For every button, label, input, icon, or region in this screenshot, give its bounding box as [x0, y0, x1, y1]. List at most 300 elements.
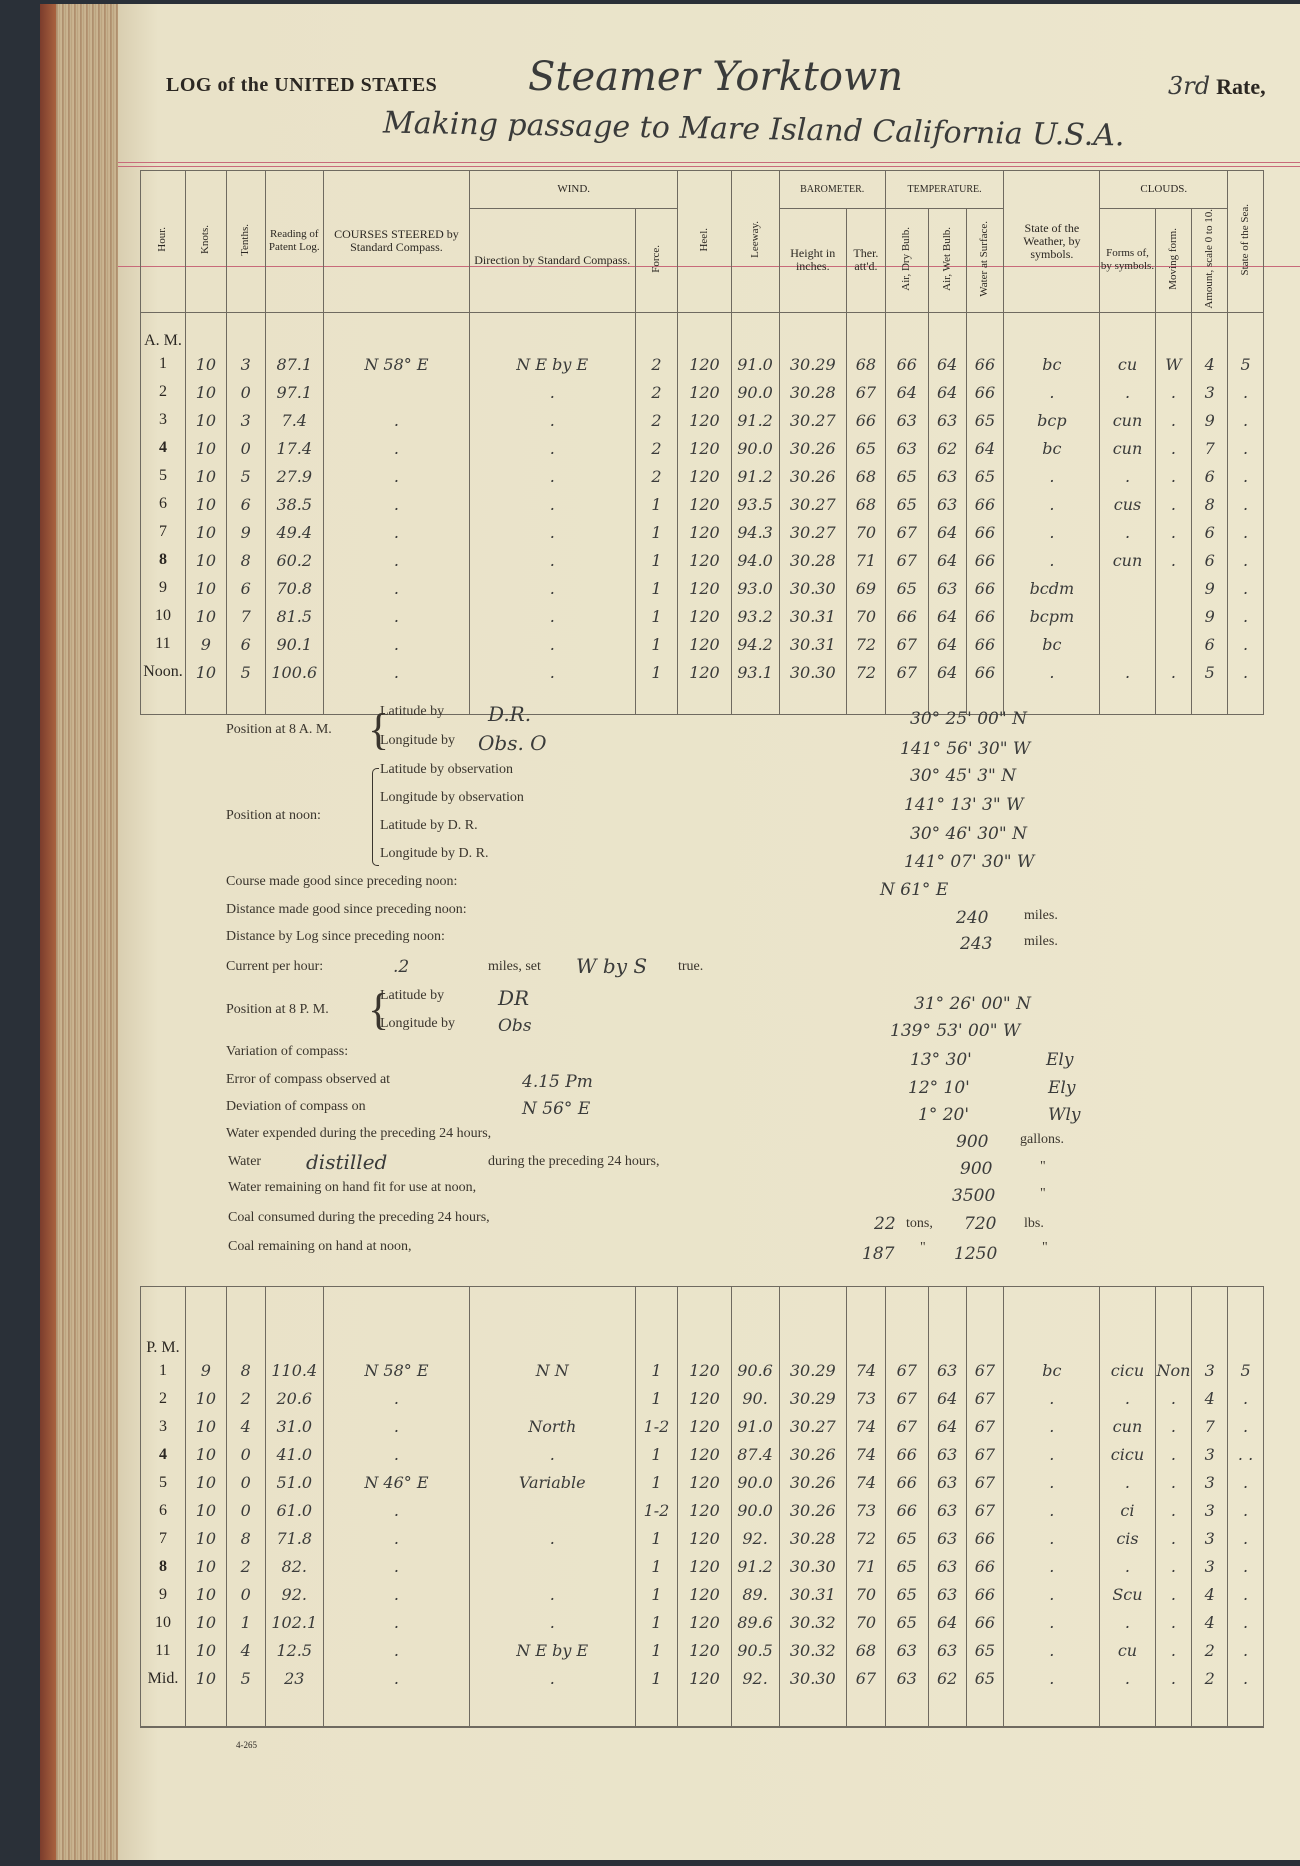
col-heel: Heel.	[678, 171, 731, 313]
cloud-forms-cell: cun	[1100, 1413, 1155, 1441]
air-dry-cell: 67	[885, 658, 928, 686]
sea-state-cell: .	[1228, 658, 1264, 686]
baro-height-cell: 30.27	[779, 406, 846, 434]
wind-force-cell: 1	[635, 630, 678, 658]
baro-ther-cell: 74	[847, 1413, 886, 1441]
hour-cell: 7	[141, 1525, 186, 1553]
cloud-forms-cell: cun	[1100, 434, 1155, 462]
heel-cell: 120	[678, 1581, 731, 1609]
tenths-cell: 3	[226, 406, 265, 434]
air-wet-cell: 63	[928, 406, 966, 434]
heel-cell: 120	[678, 1357, 731, 1385]
cloud-forms-cell: cu	[1100, 1637, 1155, 1665]
pos-8pm-lat-value: 31° 26' 00" N	[914, 994, 1031, 1014]
wind-direction-cell: .	[469, 518, 635, 546]
brace-8am: {	[368, 705, 390, 754]
air-wet-cell: 62	[928, 434, 966, 462]
heel-cell: 120	[678, 1665, 731, 1693]
cloud-forms-cell: .	[1100, 1469, 1155, 1497]
tenths-cell: 5	[226, 462, 265, 490]
baro-height-cell: 30.31	[779, 602, 846, 630]
knots-cell: 10	[185, 1553, 226, 1581]
cloud-amount-cell: 5	[1192, 658, 1228, 686]
baro-ther-cell: 74	[847, 1441, 886, 1469]
air-wet-cell: 64	[928, 546, 966, 574]
pm-log-row	[141, 1357, 1264, 1385]
leeway-cell: 91.2	[731, 462, 779, 490]
weather-cell: bc	[1004, 434, 1100, 462]
patent-log-cell: 82.	[265, 1553, 323, 1581]
cloud-amount-cell: 9	[1192, 602, 1228, 630]
course-cell: N 58° E	[323, 350, 469, 378]
col-wind: WIND.	[469, 171, 677, 209]
ditto-mark-4: "	[1042, 1240, 1048, 1255]
leeway-cell: 94.0	[731, 546, 779, 574]
sea-state-cell: 5	[1228, 1357, 1264, 1385]
col-knots: Knots.	[185, 171, 226, 313]
baro-height-cell: 30.28	[779, 378, 846, 406]
ship-rate	[1168, 72, 1266, 101]
patent-log-cell: 17.4	[265, 434, 323, 462]
wind-direction-cell	[469, 1553, 635, 1581]
sea-state-cell: .	[1228, 378, 1264, 406]
air-dry-cell: 65	[885, 1553, 928, 1581]
col-hour: Hour.	[141, 171, 186, 313]
variation-value: 13° 30'	[910, 1050, 972, 1070]
tenths-cell: 6	[226, 574, 265, 602]
tenths-cell: 6	[226, 630, 265, 658]
wind-force-cell: 1	[635, 1469, 678, 1497]
sea-state-cell: .	[1228, 434, 1264, 462]
pm-log-row	[141, 1441, 1264, 1469]
baro-height-cell: 30.30	[779, 1665, 846, 1693]
baro-height-cell: 30.26	[779, 1441, 846, 1469]
baro-ther-cell: 74	[847, 1469, 886, 1497]
air-wet-cell: 63	[928, 1441, 966, 1469]
heel-cell: 120	[678, 1637, 731, 1665]
wind-direction-cell: .	[469, 1525, 635, 1553]
sea-state-cell: .	[1228, 630, 1264, 658]
coal-remaining-lbs: 1250	[954, 1244, 998, 1264]
baro-ther-cell: 73	[847, 1385, 886, 1413]
am-log-row	[141, 434, 1264, 462]
wind-direction-cell: .	[469, 1581, 635, 1609]
baro-ther-cell: 69	[846, 574, 885, 602]
am-log-row	[141, 602, 1264, 630]
pos-8pm-lon-value: 139° 53' 00" W	[890, 1021, 1021, 1041]
am-log-row	[141, 490, 1264, 518]
water-surface-cell: 67	[966, 1385, 1004, 1413]
wind-direction-cell	[469, 1385, 635, 1413]
baro-ther-cell: 67	[847, 1665, 886, 1693]
air-dry-cell: 67	[885, 546, 928, 574]
patent-log-cell: 61.0	[265, 1497, 323, 1525]
hour-cell: 4	[141, 1441, 186, 1469]
log-page	[118, 4, 1300, 1860]
am-log-row	[141, 630, 1264, 658]
weather-cell: .	[1004, 1581, 1100, 1609]
wind-direction-cell: .	[469, 490, 635, 518]
cloud-amount-cell: 6	[1192, 518, 1228, 546]
knots-cell: 10	[185, 406, 226, 434]
cloud-forms-cell: .	[1100, 1609, 1155, 1637]
pos-noon-lat-obs-label: Latitude by observation	[380, 762, 513, 777]
air-wet-cell: 64	[928, 1385, 966, 1413]
air-dry-cell: 67	[885, 1413, 928, 1441]
pm-log-row	[141, 1413, 1264, 1441]
water-expended-value: 900	[956, 1132, 989, 1152]
col-weather: State of the Weather, by symbols.	[1004, 171, 1100, 313]
heel-cell: 120	[678, 658, 731, 686]
hour-cell: 1	[141, 350, 186, 378]
water-surface-cell: 66	[966, 630, 1004, 658]
cloud-forms-cell: cicu	[1100, 1441, 1155, 1469]
hour-cell: Noon.	[141, 658, 186, 686]
air-wet-cell: 63	[928, 1525, 966, 1553]
tenths-cell: 0	[226, 1441, 265, 1469]
pm-log-row	[141, 1609, 1264, 1637]
sea-state-cell: .	[1228, 1581, 1264, 1609]
cloud-forms-cell	[1100, 630, 1155, 658]
current-set-label: miles, set	[488, 959, 541, 974]
air-wet-cell: 63	[928, 574, 966, 602]
heel-cell: 120	[678, 602, 731, 630]
leeway-cell: 93.2	[731, 602, 779, 630]
wind-direction-cell: .	[469, 406, 635, 434]
am-log-row	[141, 378, 1264, 406]
course-cell: .	[323, 1441, 469, 1469]
air-wet-cell: 64	[928, 1413, 966, 1441]
pm-log-row	[141, 1497, 1264, 1525]
water-surface-cell: 67	[966, 1413, 1004, 1441]
ditto-mark-1: "	[1040, 1159, 1046, 1174]
col-courses: COURSES STEERED by Standard Compass.	[323, 171, 469, 313]
am-rows	[141, 350, 1264, 686]
air-wet-cell: 63	[928, 1357, 966, 1385]
sea-state-cell: .	[1228, 1609, 1264, 1637]
wind-direction-cell: .	[469, 574, 635, 602]
tenths-cell: 8	[226, 1357, 265, 1385]
patent-log-cell: 41.0	[265, 1441, 323, 1469]
hour-cell: 2	[141, 1385, 186, 1413]
pos-8am-lat-label: Latitude by	[380, 704, 445, 719]
leeway-cell: 93.0	[731, 574, 779, 602]
leeway-cell: 91.0	[731, 1413, 779, 1441]
pm-log-row	[141, 1637, 1264, 1665]
am-log-row	[141, 574, 1264, 602]
rate-value: 3rd	[1168, 72, 1211, 100]
am-log-row	[141, 406, 1264, 434]
air-wet-cell: 63	[928, 1581, 966, 1609]
cloud-forms-cell: cun	[1100, 546, 1155, 574]
knots-cell: 10	[185, 434, 226, 462]
air-wet-cell: 62	[928, 1665, 966, 1693]
water-surface-cell: 66	[966, 518, 1004, 546]
cloud-moving-cell: .	[1155, 546, 1192, 574]
pos-8am-lat-value: 30° 25' 00" N	[910, 709, 1027, 729]
air-wet-cell: 63	[928, 462, 966, 490]
tenths-cell: 5	[226, 1665, 265, 1693]
heel-cell: 120	[678, 518, 731, 546]
hour-cell: 5	[141, 1469, 186, 1497]
col-baro-height: Height in inches.	[779, 209, 846, 313]
wind-force-cell: 1-2	[635, 1497, 678, 1525]
cloud-moving-cell: .	[1155, 1665, 1192, 1693]
knots-cell: 9	[185, 1357, 226, 1385]
weather-cell: .	[1004, 1441, 1100, 1469]
pos-noon-lat-dr-value: 30° 46' 30" N	[910, 824, 1027, 844]
heel-cell: 120	[678, 546, 731, 574]
tenths-cell: 9	[226, 518, 265, 546]
course-cell: .	[323, 406, 469, 434]
course-made-label: Course made good since preceding noon:	[226, 874, 458, 889]
form-number: 4-265	[236, 1740, 257, 1750]
pos-noon-lon-obs-value: 141° 13' 3" W	[904, 795, 1024, 815]
air-dry-cell: 64	[885, 378, 928, 406]
am-log-row	[141, 546, 1264, 574]
hour-cell: 3	[141, 1413, 186, 1441]
patent-log-cell: 12.5	[265, 1637, 323, 1665]
weather-cell: .	[1004, 462, 1100, 490]
cloud-forms-cell: .	[1100, 658, 1155, 686]
pm-log-row	[141, 1581, 1264, 1609]
deviation-course: N 56° E	[522, 1099, 591, 1119]
am-log-row	[141, 518, 1264, 546]
cloud-forms-cell: cis	[1100, 1525, 1155, 1553]
baro-ther-cell: 68	[846, 462, 885, 490]
leeway-cell: 90.0	[731, 1469, 779, 1497]
am-log-table	[140, 170, 1264, 715]
cloud-moving-cell: .	[1155, 1525, 1192, 1553]
coal-consumed-label: Coal consumed during the preceding 24 hours,	[228, 1210, 490, 1225]
weather-cell: .	[1004, 546, 1100, 574]
course-cell: .	[323, 1525, 469, 1553]
hour-cell: 2	[141, 378, 186, 406]
distance-log-label: Distance by Log since preceding noon:	[226, 929, 445, 944]
heel-cell: 120	[678, 1441, 731, 1469]
sea-state-cell: .	[1228, 406, 1264, 434]
air-dry-cell: 63	[885, 1637, 928, 1665]
cloud-amount-cell: 2	[1192, 1665, 1228, 1693]
cloud-amount-cell: 6	[1192, 546, 1228, 574]
cloud-moving-cell: W	[1155, 350, 1192, 378]
heel-cell: 120	[678, 490, 731, 518]
col-clouds: CLOUDS.	[1100, 171, 1228, 209]
current-true-label: true.	[678, 959, 704, 974]
air-dry-cell: 65	[885, 462, 928, 490]
water-surface-cell: 66	[966, 658, 1004, 686]
heel-cell: 120	[678, 1553, 731, 1581]
pm-log-row	[141, 1525, 1264, 1553]
hour-cell: 1	[141, 1357, 186, 1385]
water-surface-cell: 66	[966, 1581, 1004, 1609]
water-surface-cell: 66	[966, 1553, 1004, 1581]
air-dry-cell: 65	[885, 1609, 928, 1637]
wind-direction-cell: .	[469, 1609, 635, 1637]
wind-force-cell: 1	[635, 574, 678, 602]
baro-height-cell: 30.28	[779, 1525, 846, 1553]
cloud-amount-cell: 4	[1192, 1385, 1228, 1413]
wind-force-cell: 1	[635, 1357, 678, 1385]
air-dry-cell: 63	[885, 1665, 928, 1693]
weather-cell: .	[1004, 1413, 1100, 1441]
heel-cell: 120	[678, 350, 731, 378]
col-cloud-forms: Forms of, by symbols.	[1100, 209, 1155, 313]
weather-cell: bc	[1004, 1357, 1100, 1385]
wind-direction-cell: .	[469, 434, 635, 462]
wind-force-cell: 2	[635, 378, 678, 406]
air-dry-cell: 67	[885, 518, 928, 546]
tenths-cell: 8	[226, 1525, 265, 1553]
tenths-cell: 0	[226, 1581, 265, 1609]
cloud-amount-cell: 6	[1192, 630, 1228, 658]
wind-force-cell: 1	[635, 1525, 678, 1553]
heel-cell: 120	[678, 1385, 731, 1413]
wind-force-cell: 1	[635, 518, 678, 546]
baro-ther-cell: 65	[846, 434, 885, 462]
tenths-cell: 0	[226, 1469, 265, 1497]
patent-log-cell: 110.4	[265, 1357, 323, 1385]
heel-cell: 120	[678, 434, 731, 462]
cloud-moving-cell: .	[1155, 658, 1192, 686]
water-surface-cell: 67	[966, 1441, 1004, 1469]
water-surface-cell: 64	[966, 434, 1004, 462]
sea-state-cell: .	[1228, 546, 1264, 574]
pos-8am-lat-method: D.R.	[488, 702, 532, 726]
deviation-value: 1° 20'	[918, 1105, 970, 1125]
tenths-cell: 4	[226, 1637, 265, 1665]
hour-cell: 3	[141, 406, 186, 434]
water-surface-cell: 66	[966, 490, 1004, 518]
course-cell: .	[323, 658, 469, 686]
air-dry-cell: 66	[885, 350, 928, 378]
pos-noon-label: Position at noon:	[226, 808, 321, 823]
cloud-amount-cell: 4	[1192, 1581, 1228, 1609]
wind-force-cell: 2	[635, 350, 678, 378]
patent-log-cell: 100.6	[265, 658, 323, 686]
wind-force-cell: 1	[635, 602, 678, 630]
baro-height-cell: 30.26	[779, 1497, 846, 1525]
weather-cell: .	[1004, 1497, 1100, 1525]
ditto-mark-3: "	[920, 1240, 926, 1255]
cloud-amount-cell: 3	[1192, 1525, 1228, 1553]
variation-direction: Ely	[1046, 1050, 1074, 1070]
log-title: LOG of the UNITED STATES	[166, 74, 438, 96]
sea-state-cell: .	[1228, 1553, 1264, 1581]
leeway-cell: 94.2	[731, 630, 779, 658]
distance-made-label: Distance made good since preceding noon:	[226, 902, 467, 917]
leeway-cell: 90.	[731, 1385, 779, 1413]
pos-8pm-label: Position at 8 P. M.	[226, 1002, 329, 1017]
col-cloud-amount: Amount, scale 0 to 10.	[1192, 209, 1228, 313]
ship-name: Steamer Yorktown	[528, 54, 903, 100]
cloud-forms-cell: .	[1100, 378, 1155, 406]
weather-cell: .	[1004, 1553, 1100, 1581]
cloud-amount-cell: 3	[1192, 1357, 1228, 1385]
cloud-forms-cell: Scu	[1100, 1581, 1155, 1609]
baro-ther-cell: 74	[847, 1357, 886, 1385]
weather-cell: bc	[1004, 630, 1100, 658]
air-dry-cell: 66	[885, 1441, 928, 1469]
air-dry-cell: 67	[885, 1385, 928, 1413]
col-air-dry: Air, Dry Bulb.	[885, 209, 928, 313]
air-wet-cell: 63	[928, 1497, 966, 1525]
baro-height-cell: 30.31	[779, 1581, 846, 1609]
wind-direction-cell: .	[469, 602, 635, 630]
wind-direction-cell: .	[469, 630, 635, 658]
baro-ther-cell: 68	[846, 350, 885, 378]
baro-height-cell: 30.31	[779, 630, 846, 658]
leeway-cell: 92.	[731, 1665, 779, 1693]
cloud-moving-cell: .	[1155, 434, 1192, 462]
knots-cell: 10	[185, 602, 226, 630]
sea-state-cell: .	[1228, 1497, 1264, 1525]
leeway-cell: 93.5	[731, 490, 779, 518]
water-surface-cell: 67	[966, 1469, 1004, 1497]
baro-ther-cell: 68	[846, 490, 885, 518]
water-surface-cell: 65	[966, 462, 1004, 490]
heel-cell: 120	[678, 406, 731, 434]
cloud-moving-cell: .	[1155, 490, 1192, 518]
pos-8am-lon-value: 141° 56' 30" W	[900, 739, 1031, 759]
knots-cell: 10	[185, 378, 226, 406]
wind-force-cell: 1	[635, 1581, 678, 1609]
air-dry-cell: 65	[885, 490, 928, 518]
cloud-amount-cell: 3	[1192, 1469, 1228, 1497]
cloud-amount-cell: 3	[1192, 1497, 1228, 1525]
cloud-amount-cell: 4	[1192, 350, 1228, 378]
passage-note: Making passage to Mare Island California U.S.A.	[382, 105, 1125, 154]
baro-height-cell: 30.29	[779, 1385, 846, 1413]
wind-force-cell: 1	[635, 1441, 678, 1469]
baro-ther-cell: 68	[847, 1637, 886, 1665]
red-rule-top-2	[118, 166, 1300, 167]
air-wet-cell: 64	[928, 658, 966, 686]
col-leeway: Leeway.	[731, 171, 779, 313]
baro-height-cell: 30.27	[779, 518, 846, 546]
leeway-cell: 90.6	[731, 1357, 779, 1385]
course-cell: N 58° E	[323, 1357, 469, 1385]
air-wet-cell: 64	[928, 602, 966, 630]
variation-label: Variation of compass:	[226, 1044, 349, 1059]
water-remaining-label: Water remaining on hand fit for use at noon,	[228, 1180, 477, 1195]
baro-height-cell: 30.26	[779, 1469, 846, 1497]
coal-remaining-tons: 187	[862, 1244, 895, 1264]
pm-log-row	[141, 1665, 1264, 1693]
water-surface-cell: 66	[966, 350, 1004, 378]
cloud-moving-cell: .	[1155, 1385, 1192, 1413]
wind-direction-cell: N N	[469, 1357, 635, 1385]
knots-cell: 10	[185, 1497, 226, 1525]
air-wet-cell: 63	[928, 490, 966, 518]
cloud-moving-cell: .	[1155, 1553, 1192, 1581]
patent-log-cell: 20.6	[265, 1385, 323, 1413]
air-dry-cell: 65	[885, 1581, 928, 1609]
tenths-cell: 7	[226, 602, 265, 630]
water-distilled-value: 900	[960, 1159, 993, 1179]
cloud-amount-cell: 7	[1192, 1413, 1228, 1441]
col-baro-ther: Ther. att'd.	[846, 209, 885, 313]
hour-cell: 5	[141, 462, 186, 490]
pos-noon-lat-dr-label: Latitude by D. R.	[380, 818, 478, 833]
error-label: Error of compass observed at	[226, 1072, 391, 1087]
cloud-forms-cell	[1100, 574, 1155, 602]
tenths-cell: 0	[226, 378, 265, 406]
pos-noon-lon-obs-label: Longitude by observation	[380, 790, 524, 805]
baro-height-cell: 30.32	[779, 1637, 846, 1665]
water-distilled: distilled	[306, 1150, 388, 1174]
distance-made-unit: miles.	[1024, 908, 1058, 923]
